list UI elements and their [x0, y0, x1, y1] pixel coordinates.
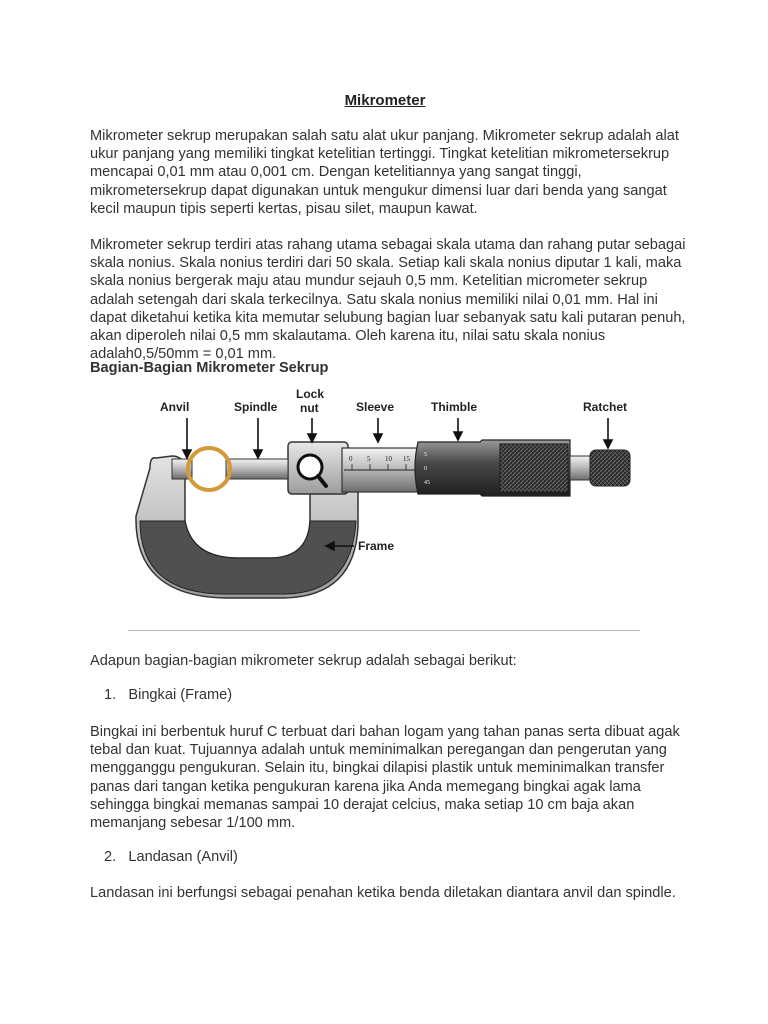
paragraph-anvil: Landasan ini berfungsi sebagai penahan ketika benda diletakan diantara anvil dan spindle. [90, 885, 676, 901]
frame-plastic [140, 521, 356, 594]
paragraph-frame: Bingkai ini berbentuk huruf C terbuat dari bahan logam yang tahan panas serta dibuat agak tebal dan kuat. Tujuannya adalah untuk meminimalkan peregangan dan pengerutan yang mengganggu pengukuran. Selain itu, bingkai dilapisi plastik untuk meminimalkan transfer panas dari tangan ketika pengukuran karena jika Anda memegang bingkai agak lama sehingga bingkai memanas sampai 10 derajat celcius, maka setiap 10 cm baja akan memanjang sebesar 1/100 mm. [90, 724, 680, 832]
sleeve-tick-label: 5 [367, 455, 371, 463]
label-spindle: Spindle [234, 400, 278, 414]
label-sleeve: Sleeve [356, 400, 395, 414]
list-item [104, 849, 238, 865]
ratchet-shape [590, 450, 630, 486]
page-title: Mikrometer [344, 92, 426, 109]
paragraph-scales: Mikrometer sekrup terdiri atas rahang utama sebagai skala utama dan rahang putar sebagai skala nonius. Skala nonius terdiri dari 50 skala. Setiap kali skala nonius diputar 1 kali, maka skala nonius bergerak maju atau mundur sejauh 0,5 mm. Ketelitian micrometer sekrup adalah setengah dari skala terkecilnya. Satu skala nonius memiliki nilai 0,01 mm. Hal ini dapat diketahui ketika kita memutar selubung bagian luar sebanyak satu kali putaran penuh, akan diperoleh nilai 0,5 mm skalautama. Oleh karena itu, nilai satu skala nonius adalah0,5/50mm = 0,01 mm. [90, 237, 686, 363]
spindle-shape [226, 459, 288, 479]
sleeve-tick-label: 0 [349, 455, 353, 463]
list-text: Landasan (Anvil) [128, 849, 238, 865]
label-frame: Frame [358, 539, 395, 553]
thimble-tick-label: 0 [424, 466, 427, 472]
list-text: Bingkai (Frame) [128, 687, 233, 703]
thimble-knurl [500, 444, 568, 492]
list-number: 2. [104, 849, 117, 865]
sleeve-tick-label: 10 [385, 455, 392, 463]
label-ratchet: Ratchet [583, 400, 628, 414]
label-lock: Lock [296, 387, 325, 401]
sleeve-tick-label: 15 [403, 455, 410, 463]
thimble-tick-label: 45 [424, 480, 430, 486]
section-heading: Bagian-Bagian Mikrometer Sekrup [90, 360, 329, 376]
paragraph-parts-intro: Adapun bagian-bagian mikrometer sekrup adalah sebagai berikut: [90, 653, 517, 669]
horizontal-divider [128, 630, 640, 631]
paragraph-intro: Mikrometer sekrup merupakan salah satu alat ukur panjang. Mikrometer sekrup adalah alat ukur panjang yang memiliki tingkat ketelitian tertinggi. Tingkat ketelitian mikrometersekrup mencapai 0,01 mm atau 0,001 cm. Dengan ketelitiannya yang sangat tinggi, mikrometersekrup dapat digunakan untuk mengukur dimensi luar dari benda yang sangat kecil maupun tipis seperti kertas, pisau silet, maupun kawat. [90, 128, 679, 217]
list-item [104, 687, 232, 703]
list-number: 1. [104, 687, 117, 703]
label-anvil: Anvil [160, 400, 190, 414]
thimble-tick-label: 5 [424, 452, 427, 458]
label-thimble: Thimble [431, 400, 478, 414]
measured-object [188, 448, 230, 490]
ratchet-neck [570, 456, 592, 480]
micrometer-diagram [130, 386, 650, 608]
label-nut: nut [300, 401, 319, 415]
